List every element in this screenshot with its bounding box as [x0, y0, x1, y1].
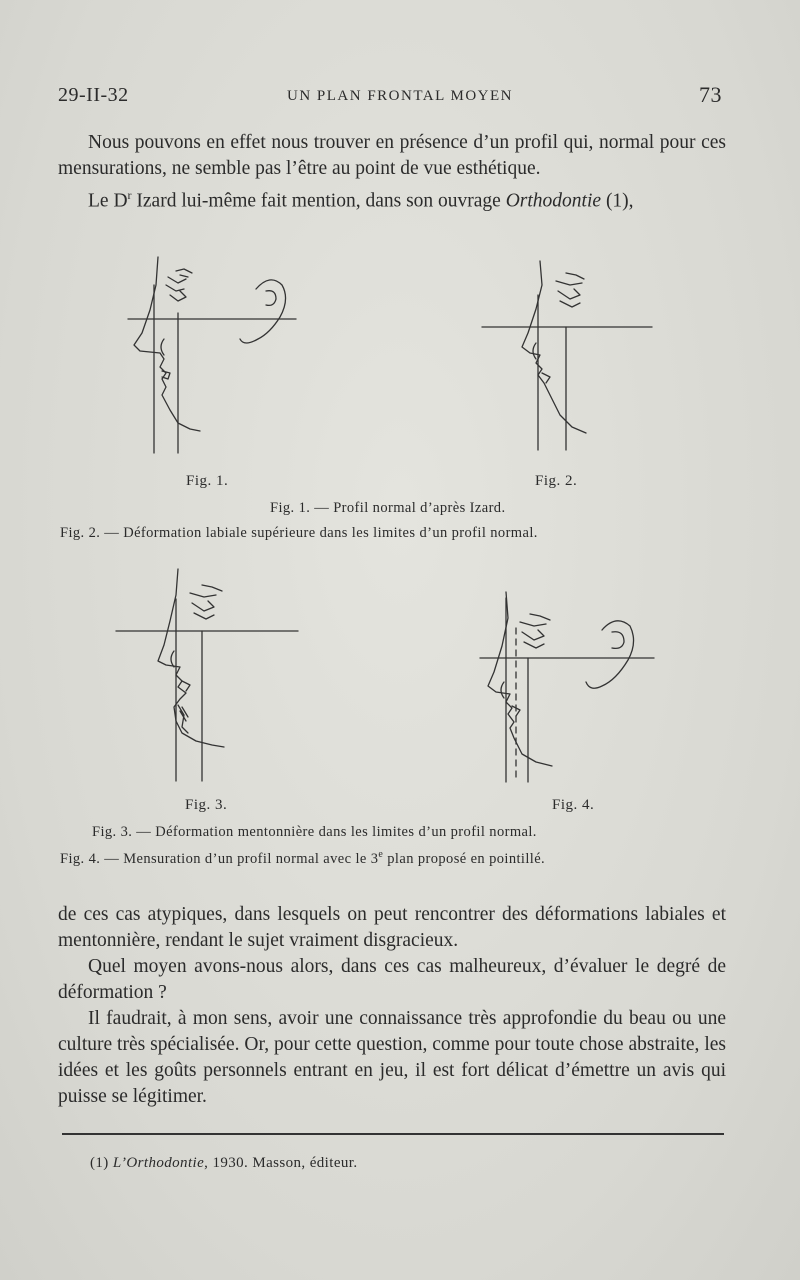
body-paragraph-3: Il faudrait, à mon sens, avoir une connaissance très approfondie du beau ou une culture très spécialisée. Or, pour cette question, comme pour toute chose abstraite, les idées et les goûts personnels entrant en jeu, il est fort délicat d’émettre un avis qui puisse se légitimer. [58, 1008, 726, 1107]
figure-3-profile [112, 565, 302, 785]
figure-3-label: Fig. 3. [185, 797, 228, 813]
header-date: 29-II-32 [58, 84, 129, 106]
footnote-rule [62, 1133, 724, 1135]
caption-figure-3: Fig. 3. — Déformation mentonnière dans les limites d’un profil normal. [92, 824, 537, 840]
running-title: UN PLAN FRONTAL MOYEN [287, 88, 513, 104]
intro-text [58, 130, 726, 215]
caption-figure-1: Fig. 1. — Profil normal d’après Izard. [270, 500, 506, 516]
intro-paragraph-1: Nous pouvons en effet nous trouver en présence d’un profil qui, normal pour ces mensurations, ne semble pas l’être au point de vue esthétique. [58, 132, 726, 179]
figure-2-label: Fig. 2. [535, 473, 578, 489]
caption-figure-4: Fig. 4. — Mensuration d’un profil normal avec le 3e plan proposé en pointillé. [60, 849, 546, 867]
book-title: Orthodontie [505, 190, 602, 212]
figure-4-label: Fig. 4. [552, 797, 595, 813]
page-number: 73 [699, 82, 722, 107]
figure-2-profile [480, 255, 660, 460]
body-paragraph-1: de ces cas atypiques, dans lesquels on peut rencontrer des déformations labiales et mentonnière, rendant le sujet vraiment disgracieux. [58, 904, 726, 951]
caption-figure-2: Fig. 2. — Déformation labiale supérieure dans les limites d’un profil normal. [60, 525, 538, 541]
body-text [58, 902, 726, 1110]
footnote: (1) L’Orthodontie, 1930. Masson, éditeur. [90, 1155, 358, 1171]
figure-1-label: Fig. 1. [186, 473, 229, 489]
intro-paragraph-2: Le $D^r$ Izard lui-même fait mention, dans son ouvrage Orthodontie (1), [88, 188, 634, 212]
figure-4-profile [478, 588, 658, 788]
figure-1-profile [120, 255, 305, 460]
body-paragraph-2: Quel moyen avons-nous alors, dans ces cas malheureux, d’évaluer le degré de déformation ? [58, 956, 726, 1003]
